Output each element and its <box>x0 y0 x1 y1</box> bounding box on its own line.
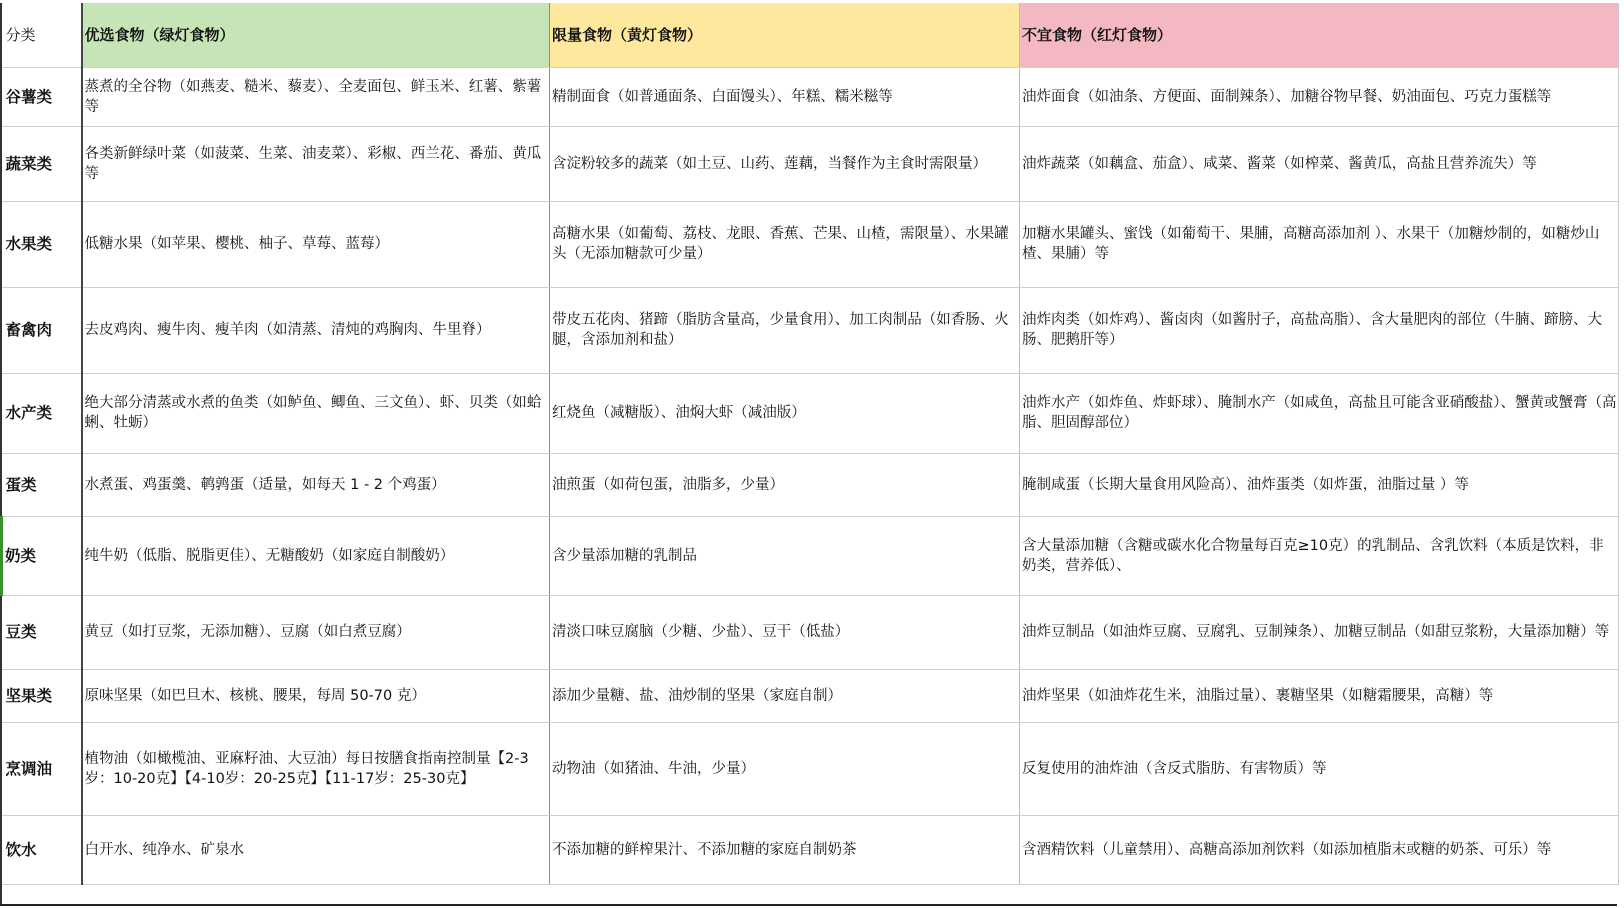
bottom-border <box>0 904 1617 906</box>
yellow-cell[interactable]: 含少量添加糖的乳制品 <box>550 516 1020 595</box>
header-row <box>2 3 1619 67</box>
red-cell[interactable]: 油炸面食（如油条、方便面、面制辣条）、加糖谷物早餐、奶油面包、巧克力蛋糕等 <box>1020 67 1619 126</box>
table-row <box>2 126 1619 201</box>
yellow-cell[interactable]: 油煎蛋（如荷包蛋，油脂多，少量） <box>550 453 1020 516</box>
green-cell[interactable]: 蒸煮的全谷物（如燕麦、糙米、藜麦）、全麦面包、鲜玉米、红薯、紫薯等 <box>82 67 550 126</box>
row-category[interactable]: 蔬菜类 <box>2 126 82 201</box>
row-category[interactable]: 畜禽肉 <box>2 287 82 373</box>
header-yellow-foods[interactable]: 限量食物（黄灯食物） <box>550 3 1020 67</box>
yellow-cell[interactable]: 精制面食（如普通面条、白面馒头）、年糕、糯米糍等 <box>550 67 1020 126</box>
row-category[interactable]: 奶类 <box>2 516 82 595</box>
table-row <box>2 815 1619 884</box>
yellow-cell[interactable]: 不添加糖的鲜榨果汁、不添加糖的家庭自制奶茶 <box>550 815 1020 884</box>
row-category[interactable]: 坚果类 <box>2 669 82 722</box>
header-category[interactable]: 分类 <box>2 3 82 67</box>
red-cell[interactable]: 油炸坚果（如油炸花生米，油脂过量）、裹糖坚果（如糖霜腰果，高糖）等 <box>1020 669 1619 722</box>
green-cell[interactable]: 各类新鲜绿叶菜（如菠菜、生菜、油麦菜）、彩椒、西兰花、番茄、黄瓜等 <box>82 126 550 201</box>
row-category[interactable]: 饮水 <box>2 815 82 884</box>
row-category[interactable]: 烹调油 <box>2 722 82 815</box>
table-row <box>2 67 1619 126</box>
table-row <box>2 373 1619 453</box>
green-cell[interactable]: 低糖水果（如苹果、樱桃、柚子、草莓、蓝莓） <box>82 201 550 287</box>
green-cell[interactable]: 植物油（如橄榄油、亚麻籽油、大豆油）每日按膳食指南控制量【2-3岁：10-20克】【4-10岁：20-25克】【11-17岁：25-30克】 <box>82 722 550 815</box>
red-cell[interactable]: 含大量添加糖（含糖或碳水化合物量每百克≥10克）的乳制品、含乳饮料（本质是饮料，非奶类，营养低）、 <box>1020 516 1619 595</box>
red-cell[interactable]: 腌制咸蛋（长期大量食用风险高）、油炸蛋类（如炸蛋，油脂过量 ）等 <box>1020 453 1619 516</box>
green-cell[interactable]: 绝大部分清蒸或水煮的鱼类（如鲈鱼、鲫鱼、三文鱼）、虾、贝类（如蛤蜊、牡蛎） <box>82 373 550 453</box>
green-cell[interactable]: 黄豆（如打豆浆，无添加糖）、豆腐（如白煮豆腐） <box>82 595 550 669</box>
green-cell[interactable]: 水煮蛋、鸡蛋羹、鹌鹑蛋（适量，如每天 1 - 2 个鸡蛋） <box>82 453 550 516</box>
red-cell[interactable]: 油炸水产（如炸鱼、炸虾球）、腌制水产（如咸鱼，高盐且可能含亚硝酸盐）、蟹黄或蟹膏（高脂、胆固醇部位） <box>1020 373 1619 453</box>
yellow-cell[interactable]: 清淡口味豆腐脑（少糖、少盐）、豆干（低盐） <box>550 595 1020 669</box>
yellow-cell[interactable]: 高糖水果（如葡萄、荔枝、龙眼、香蕉、芒果、山楂，需限量）、水果罐头（无添加糖款可少量） <box>550 201 1020 287</box>
yellow-cell[interactable]: 带皮五花肉、猪蹄（脂肪含量高，少量食用）、加工肉制品（如香肠、火腿，含添加剂和盐） <box>550 287 1020 373</box>
red-cell[interactable]: 加糖水果罐头、蜜饯（如葡萄干、果脯，高糖高添加剂 ）、水果干（加糖炒制的，如糖炒山楂、果脯）等 <box>1020 201 1619 287</box>
table-row <box>2 669 1619 722</box>
green-cell[interactable]: 白开水、纯净水、矿泉水 <box>82 815 550 884</box>
yellow-cell[interactable]: 含淀粉较多的蔬菜（如土豆、山药、莲藕，当餐作为主食时需限量） <box>550 126 1020 201</box>
row-category[interactable]: 豆类 <box>2 595 82 669</box>
table-row <box>2 453 1619 516</box>
green-cell[interactable]: 原味坚果（如巴旦木、核桃、腰果，每周 50-70 克） <box>82 669 550 722</box>
table-row <box>2 287 1619 373</box>
green-cell[interactable]: 去皮鸡肉、瘦牛肉、瘦羊肉（如清蒸、清炖的鸡胸肉、牛里脊） <box>82 287 550 373</box>
yellow-cell[interactable]: 红烧鱼（减糖版）、油焖大虾（减油版） <box>550 373 1020 453</box>
food-traffic-light-table <box>0 3 1619 885</box>
row-category[interactable]: 谷薯类 <box>2 67 82 126</box>
row-category[interactable]: 水果类 <box>2 201 82 287</box>
row-category[interactable]: 水产类 <box>2 373 82 453</box>
red-cell[interactable]: 油炸豆制品（如油炸豆腐、豆腐乳、豆制辣条）、加糖豆制品（如甜豆浆粉，大量添加糖）等 <box>1020 595 1619 669</box>
yellow-cell[interactable]: 添加少量糖、盐、油炒制的坚果（家庭自制） <box>550 669 1020 722</box>
header-red-foods[interactable]: 不宜食物（红灯食物） <box>1020 3 1619 67</box>
row-category[interactable]: 蛋类 <box>2 453 82 516</box>
red-cell[interactable]: 含酒精饮料（儿童禁用）、高糖高添加剂饮料（如添加植脂末或糖的奶茶、可乐）等 <box>1020 815 1619 884</box>
table-row <box>2 595 1619 669</box>
table-row <box>2 201 1619 287</box>
red-cell[interactable]: 油炸肉类（如炸鸡）、酱卤肉（如酱肘子，高盐高脂）、含大量肥肉的部位（牛腩、蹄膀、大肠、肥鹅肝等） <box>1020 287 1619 373</box>
table-row <box>2 722 1619 815</box>
header-green-foods[interactable]: 优选食物（绿灯食物） <box>82 3 550 67</box>
red-cell[interactable]: 油炸蔬菜（如藕盒、茄盒）、咸菜、酱菜（如榨菜、酱黄瓜，高盐且营养流失）等 <box>1020 126 1619 201</box>
table-row <box>2 516 1619 595</box>
green-cell[interactable]: 纯牛奶（低脂、脱脂更佳）、无糖酸奶（如家庭自制酸奶） <box>82 516 550 595</box>
yellow-cell[interactable]: 动物油（如猪油、牛油，少量） <box>550 722 1020 815</box>
red-cell[interactable]: 反复使用的油炸油（含反式脂肪、有害物质）等 <box>1020 722 1619 815</box>
